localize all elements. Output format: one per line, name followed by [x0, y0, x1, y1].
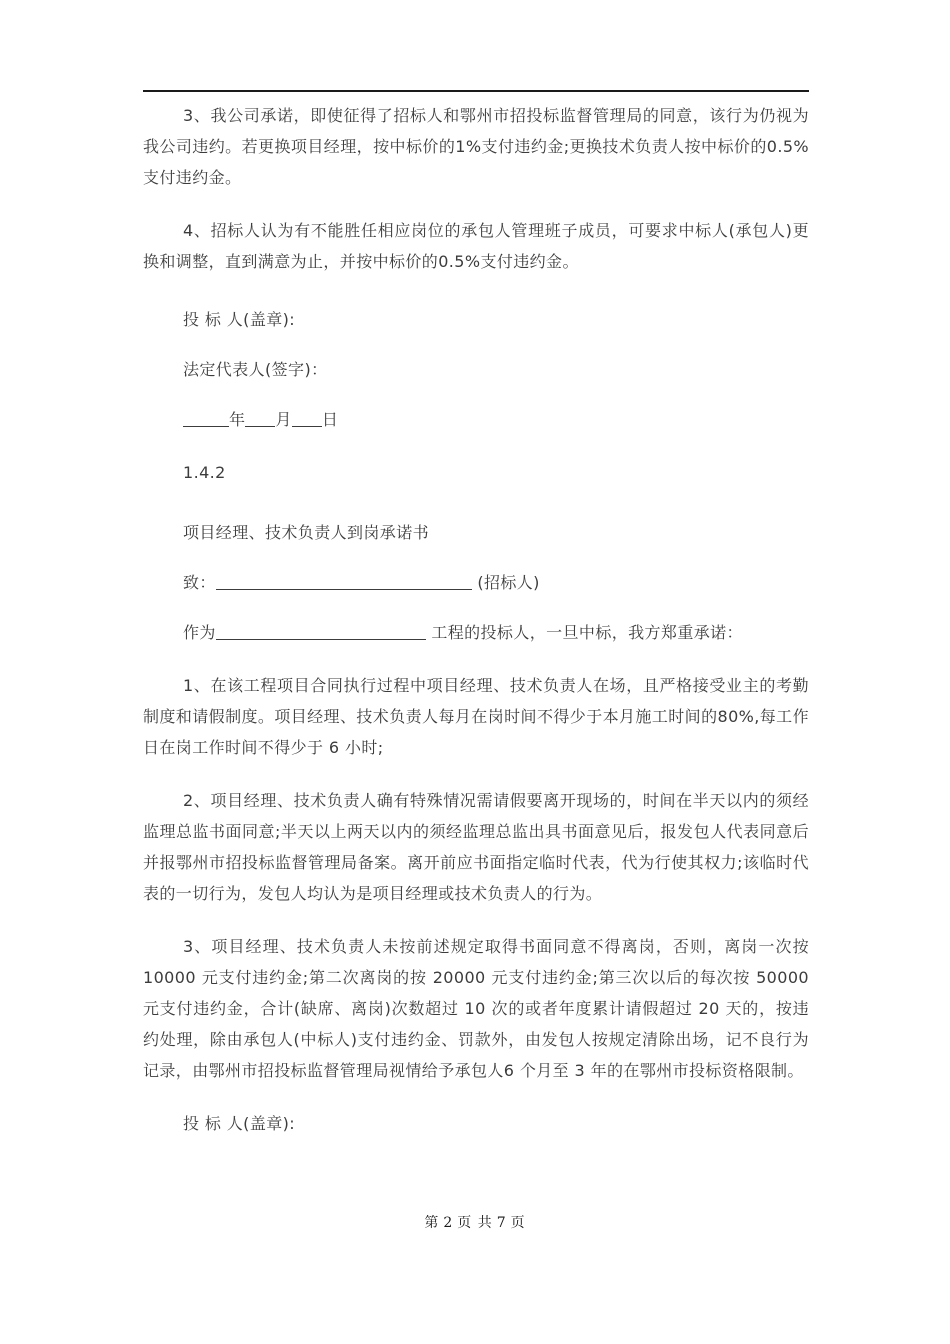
year-blank: [183, 408, 229, 427]
header-rule: [143, 90, 809, 92]
clause-3-penalty: 3、我公司承诺，即使征得了招标人和鄂州市招投标监督管理局的同意，该行为仍视为我公司违约。若更换项目经理，按中标价的1%支付违约金;更换技术负责人按中标价的0.5%支付违约金。: [143, 106, 809, 187]
document-body: [143, 100, 809, 1139]
clause-2-leave: 2、项目经理、技术负责人确有特殊情况需请假要离开现场的，时间在半天以内的须经监理总监书面同意;半天以上两天以内的须经监理总监出具书面意见后，报发包人代表同意后并报鄂州市招投标监督管理局备案。离开前应书面指定临时代表，代为行使其权力;该临时代表的一切行为，发包人均认为是项目经理或技术负责人的行为。: [143, 791, 809, 903]
legal-representative-line: 法定代表人(签字)：: [183, 360, 328, 379]
as-label: 作为: [183, 623, 216, 642]
clause-1-attendance: 1、在该工程项目合同执行过程中项目经理、技术负责人在场，且严格接受业主的考勤制度和请假制度。项目经理、技术负责人每月在岗时间不得少于本月施工时间的80%,每工作日在岗工作时间不得少于 6 小时;: [143, 676, 809, 757]
section-title: 项目经理、技术负责人到岗承诺书: [183, 523, 430, 542]
year-label: 年: [229, 410, 246, 429]
project-line: [143, 617, 809, 648]
addressee-blank: [216, 571, 472, 590]
section-number: 1.4.2: [183, 463, 226, 482]
page-suffix: 页: [510, 1215, 526, 1231]
project-blank: [216, 621, 426, 640]
clause-3-violation: 3、项目经理、技术负责人未按前述规定取得书面同意不得离岗，否则，离岗一次按10000 元支付违约金;第二次离岗的按 20000 元支付违约金;第三次以后的每次按 50000 元支付违约金，合计(缺席、离岗)次数超过 10 次的或者年度累计请假超过 20 天的，按违约处理，除由承包人(中标人)支付违约金、罚款外，由发包人按规定清除出场，记不良行为记录，由鄂州市招投标监督管理局视情给予承包人6 个月至 3 年的在鄂州市投标资格限制。: [143, 937, 809, 1080]
page-footer: [0, 1212, 950, 1232]
day-blank: [292, 408, 322, 427]
bidder-seal-line: 投 标 人(盖章):: [183, 310, 296, 329]
to-label: 致：: [183, 573, 216, 592]
bidder-seal-line-2: 投 标 人(盖章):: [183, 1114, 296, 1133]
page-prefix: 第: [424, 1215, 440, 1231]
to-suffix: (招标人): [477, 573, 540, 592]
month-blank: [245, 408, 275, 427]
addressee-line: [143, 567, 809, 598]
page-total: 7: [496, 1215, 507, 1231]
day-label: 日: [321, 410, 339, 429]
clause-4-replacement: 4、招标人认为有不能胜任相应岗位的承包人管理班子成员，可要求中标人(承包人)更换和调整，直到满意为止，并按中标价的0.5%支付违约金。: [143, 221, 809, 271]
month-label: 月: [275, 410, 292, 429]
as-suffix: 工程的投标人，一旦中标，我方郑重承诺：: [431, 623, 743, 642]
page-current: 2: [443, 1215, 454, 1231]
page-mid: 页 共: [457, 1215, 493, 1231]
date-line: [143, 404, 809, 435]
